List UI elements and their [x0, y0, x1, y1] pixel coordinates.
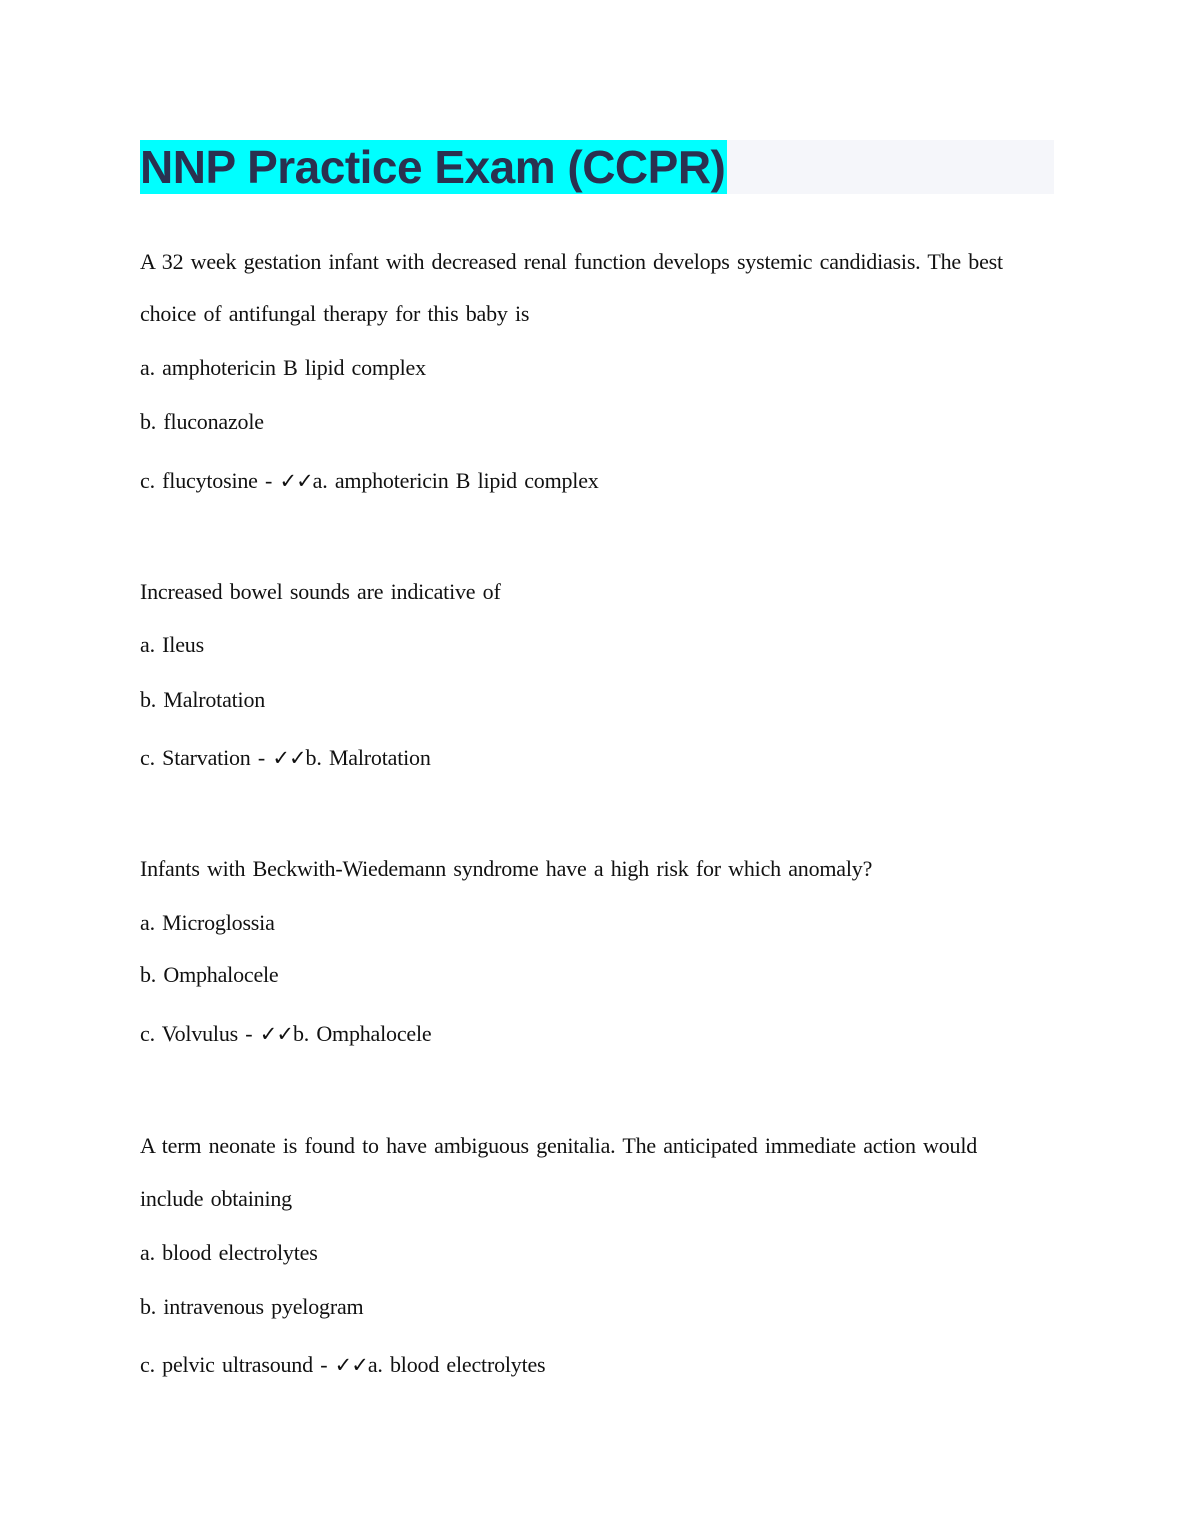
question-1-option-a: a. amphotericin B lipid complex [140, 355, 426, 380]
question-4-option-b: b. intravenous pyelogram [140, 1294, 364, 1319]
page-title: NNP Practice Exam (CCPR) [140, 141, 726, 193]
question-3-option-a: a. Microglossia [140, 910, 275, 935]
question-2-option-c: c. Starvation - [140, 745, 266, 770]
question-3-stem-line-1: Infants with Beckwith-Wiedemann syndrome have a high risk for which anomaly? [140, 856, 873, 881]
question-3-option-c: c. Volvulus - [140, 1021, 253, 1046]
question-1-option-c-row [140, 468, 599, 494]
question-4-option-c-row [140, 1352, 545, 1378]
question-4-option-a: a. blood electrolytes [140, 1240, 318, 1265]
check-marks-icon: ✓✓ [279, 469, 313, 493]
question-2-option-a: a. Ileus [140, 632, 204, 657]
question-3-option-b: b. Omphalocele [140, 962, 279, 987]
question-4-stem-line-2: include obtaining [140, 1186, 292, 1211]
question-1-stem-line-1: A 32 week gestation infant with decreased renal function develops systemic candidiasis. The best [140, 249, 1003, 274]
check-marks-icon: ✓✓ [334, 1353, 368, 1377]
question-2-option-b: b. Malrotation [140, 687, 266, 712]
question-1-option-c: c. flucytosine - [140, 468, 273, 493]
question-4-option-c: c. pelvic ultrasound - [140, 1352, 328, 1377]
check-marks-icon: ✓✓ [259, 1022, 293, 1046]
question-2-option-c-row [140, 745, 431, 771]
question-1-stem-line-2: choice of antifungal therapy for this baby is [140, 301, 530, 326]
question-3-option-c-row [140, 1021, 431, 1047]
question-3-answer: b. Omphalocele [292, 1021, 432, 1046]
question-1-option-b: b. fluconazole [140, 409, 264, 434]
question-4-answer: a. blood electrolytes [367, 1352, 546, 1377]
question-2-answer: b. Malrotation [305, 745, 431, 770]
question-4-stem-line-1: A term neonate is found to have ambiguous genitalia. The anticipated immediate action would [140, 1133, 978, 1158]
check-marks-icon: ✓✓ [272, 746, 306, 770]
question-1-answer: a. amphotericin B lipid complex [312, 468, 599, 493]
question-2-stem-line-1: Increased bowel sounds are indicative of [140, 579, 501, 604]
